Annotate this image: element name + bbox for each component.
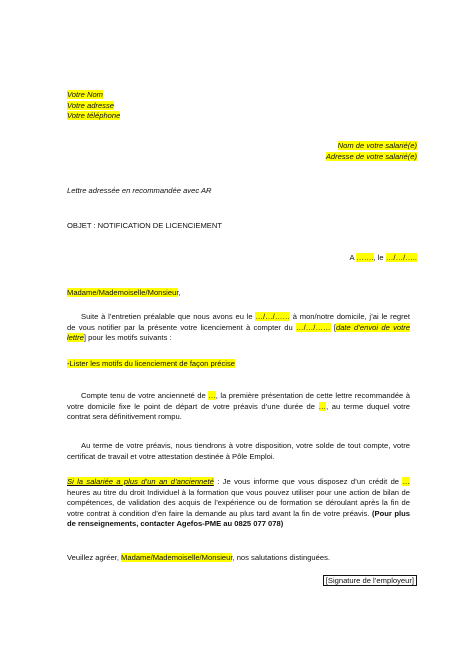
para1-text-4: ] pour les motifs suivants : — [83, 333, 172, 343]
place-prefix: A — [349, 253, 357, 262]
motifs-line — [67, 359, 235, 370]
salutation-text: Madame/Mademoiselle/Monsieur — [67, 288, 179, 297]
mailing-note: Lettre adressée en recommandée avec AR — [67, 186, 212, 195]
date-separator: , le — [373, 253, 386, 262]
signature-placeholder: [Signature de l’employeur] — [323, 575, 417, 586]
para1-date-2: …/…/…… — [295, 322, 331, 332]
recipient-block — [326, 141, 417, 162]
sender-block — [67, 90, 120, 122]
para4-condition: Si la salariée a plus d’un an d’ancienneté — [67, 477, 214, 486]
paragraph-interview — [67, 312, 410, 344]
para2-text-3: , au terme duquel votre contrat sera définitivement rompu. — [67, 401, 411, 422]
para2-duration: … — [318, 401, 327, 411]
paragraph-training — [67, 477, 410, 530]
motifs-text: -Lister les motifs du licenciement de façon précise — [67, 359, 235, 368]
paragraph-documents: Au terme de votre préavis, nous tiendrons à votre disposition, votre solde de tout compte, votre certificat de travail et votre attestation destinée à Pôle Emploi. — [67, 441, 410, 461]
para1-text-1: Suite à l’entretien préalable que nous avons eu le — [81, 312, 256, 321]
para4-contact: (Pour plus de renseignements, contacter Agefos-PME au 0825 077 078) — [67, 508, 410, 529]
closing-text-1: Veuillez agréer, — [67, 553, 122, 562]
date-placeholder: …/…/….. — [385, 253, 417, 262]
closing-text-2: , nos salutations distinguées. — [232, 553, 330, 562]
para2-text-2: , la première présentation de cette lettre recommandée à votre domicile fixe le point de départ de votre préavis d’une durée de — [67, 391, 410, 411]
place-date — [349, 253, 417, 264]
salutation-comma: , — [178, 288, 181, 297]
para1-note: date d’envoi de votre lettre — [67, 322, 410, 343]
closing-salutation: Madame/Mademoiselle/Monsieur — [121, 553, 233, 562]
subject-line: OBJET : NOTIFICATION DE LICENCIEMENT — [67, 221, 222, 230]
para2-text-1: Compte tenu de votre ancienneté de — [81, 391, 209, 400]
closing-line — [67, 553, 330, 564]
para1-text-2: à mon/notre domicile, j’ai le regret de vous notifier par la présente votre licenciement à compter du — [67, 312, 410, 332]
para1-text-3: [ — [330, 322, 336, 332]
sender-phone: Votre téléphone — [67, 111, 121, 121]
sender-name: Votre Nom — [67, 90, 104, 99]
para1-date-1: …/…/…… — [255, 312, 290, 321]
para2-seniority: … — [208, 391, 216, 400]
para4-text-1: : Je vous informe que vous disposez d’un crédit de — [213, 477, 403, 486]
signature-block — [323, 576, 417, 587]
para4-hours: … — [402, 477, 410, 486]
para4-text-2: heures au titre du droit Individuel à la formation que vous pouvez utiliser pour une action de bilan de compétences, de validation des acquis de l’expérience ou de formation se déroulant après la fin de votre contrat à condition d’en faire la demande au plus tard avant la fin de votre préavis. — [67, 487, 410, 518]
recipient-name: Nom de votre salarié(e) — [337, 141, 417, 150]
sender-address: Votre adresse — [67, 100, 114, 110]
paragraph-notice — [67, 391, 410, 423]
salutation — [67, 288, 181, 299]
recipient-address: Adresse de votre salarié(e) — [325, 151, 417, 161]
place-placeholder: ……. — [356, 253, 374, 262]
